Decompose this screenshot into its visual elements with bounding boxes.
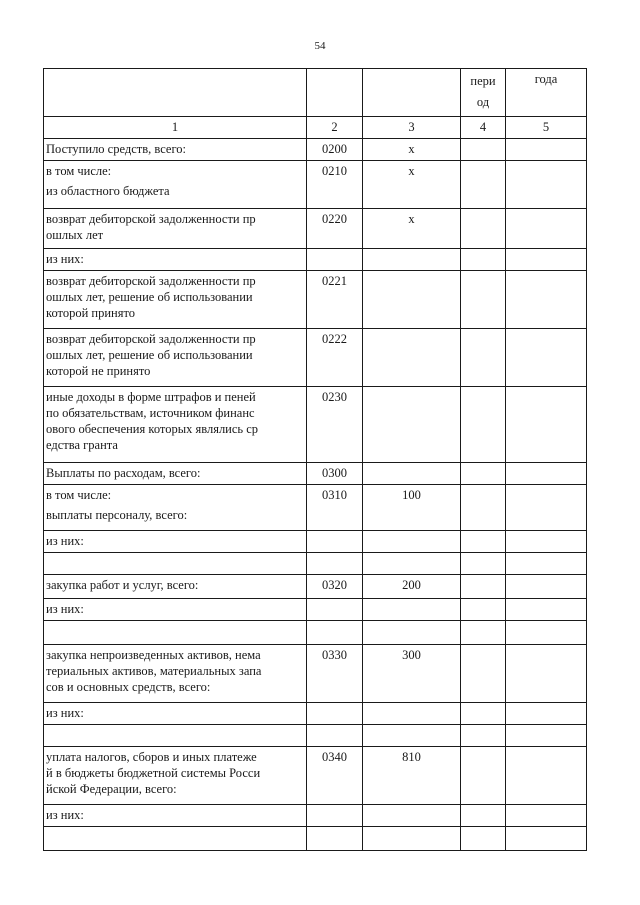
row-year-value: [506, 827, 587, 851]
row-year-value: [506, 249, 587, 271]
header-cell-4: пери од: [461, 69, 506, 117]
row-code: 0310: [307, 485, 363, 531]
row-period-value: [461, 271, 506, 329]
row-name-cell: [44, 387, 307, 463]
row-code: 0320: [307, 575, 363, 599]
row-kbk-code: [363, 249, 461, 271]
row-period-value: [461, 553, 506, 575]
table-row: [44, 209, 587, 249]
row-name: из них:: [46, 808, 84, 822]
row-code: 0330: [307, 645, 363, 703]
row-period-value: [461, 463, 506, 485]
row-year-value: [506, 485, 587, 531]
row-name: возврат дебиторской задолженности пр ошлых лет, решение об использовании которой принято: [46, 274, 256, 320]
table-row: [44, 599, 587, 621]
row-code: 0221: [307, 271, 363, 329]
row-name-cell: [44, 139, 307, 161]
row-code: 0222: [307, 329, 363, 387]
row-name-cell: [44, 249, 307, 271]
row-period-value: [461, 387, 506, 463]
row-code: 0210: [307, 161, 363, 209]
table-row: [44, 575, 587, 599]
row-kbk-code: 100: [363, 485, 461, 531]
row-period-value: [461, 161, 506, 209]
row-year-value: [506, 575, 587, 599]
row-year-value: [506, 599, 587, 621]
column-number-5: 5: [506, 117, 587, 139]
column-number-4: 4: [461, 117, 506, 139]
row-name: в том числе:: [46, 164, 112, 178]
row-kbk-code: [363, 387, 461, 463]
row-year-value: [506, 463, 587, 485]
row-period-value: [461, 485, 506, 531]
row-kbk-code: [363, 725, 461, 747]
row-code: 0300: [307, 463, 363, 485]
header-cell-5: года: [506, 69, 587, 117]
row-name-cell: [44, 599, 307, 621]
table-row: [44, 703, 587, 725]
row-period-value: [461, 827, 506, 851]
row-name-cell: [44, 645, 307, 703]
row-name: из них:: [46, 602, 84, 616]
row-subname: из областного бюджета: [46, 184, 170, 198]
row-name: из них:: [46, 252, 84, 266]
column-number-row: [44, 117, 587, 139]
row-code: 0220: [307, 209, 363, 249]
row-year-value: [506, 271, 587, 329]
report-table: [43, 68, 587, 851]
row-kbk-code: 810: [363, 747, 461, 805]
row-kbk-code: [363, 463, 461, 485]
row-period-value: [461, 531, 506, 553]
row-period-value: [461, 725, 506, 747]
row-period-value: [461, 575, 506, 599]
row-name: из них:: [46, 534, 84, 548]
row-kbk-code: x: [363, 139, 461, 161]
row-year-value: [506, 553, 587, 575]
row-name-cell: [44, 747, 307, 805]
row-name-cell: [44, 485, 307, 531]
table-row: [44, 747, 587, 805]
row-name-cell: [44, 575, 307, 599]
row-kbk-code: [363, 531, 461, 553]
row-kbk-code: x: [363, 161, 461, 209]
row-name-cell: [44, 209, 307, 249]
row-period-value: [461, 209, 506, 249]
row-period-value: [461, 747, 506, 805]
row-name: Поступило средств, всего:: [46, 142, 186, 156]
row-name: закупка работ и услуг, всего:: [46, 578, 199, 592]
header-cell-2: [307, 69, 363, 117]
column-number-2: 2: [307, 117, 363, 139]
row-period-value: [461, 139, 506, 161]
table-row: [44, 139, 587, 161]
row-code: [307, 249, 363, 271]
row-year-value: [506, 725, 587, 747]
column-number-1: 1: [44, 117, 307, 139]
column-number-3: 3: [363, 117, 461, 139]
row-kbk-code: [363, 599, 461, 621]
row-name: уплата налогов, сборов и иных платеже й в бюджеты бюджетной системы Росси йской Федерации, всего:: [46, 750, 261, 796]
row-kbk-code: 200: [363, 575, 461, 599]
row-name-cell: [44, 161, 307, 209]
row-year-value: [506, 621, 587, 645]
row-code: [307, 805, 363, 827]
header-cell-1: [44, 69, 307, 117]
row-kbk-code: x: [363, 209, 461, 249]
table-row: [44, 161, 587, 209]
row-name-cell: [44, 725, 307, 747]
row-name-cell: [44, 271, 307, 329]
row-code: 0200: [307, 139, 363, 161]
row-code: [307, 621, 363, 645]
row-year-value: [506, 747, 587, 805]
row-period-value: [461, 329, 506, 387]
row-name-cell: [44, 805, 307, 827]
table-row: [44, 485, 587, 531]
row-period-value: [461, 621, 506, 645]
table-row: [44, 645, 587, 703]
row-period-value: [461, 703, 506, 725]
table-row: [44, 827, 587, 851]
row-kbk-code: [363, 805, 461, 827]
row-name-cell: [44, 329, 307, 387]
row-code: [307, 827, 363, 851]
table-row: [44, 463, 587, 485]
row-code: [307, 725, 363, 747]
row-kbk-code: [363, 827, 461, 851]
table-row: [44, 725, 587, 747]
row-name: возврат дебиторской задолженности пр ошлых лет, решение об использовании которой не принято: [46, 332, 256, 378]
header-cell-3: [363, 69, 461, 117]
row-year-value: [506, 209, 587, 249]
row-code: [307, 599, 363, 621]
row-name-cell: [44, 553, 307, 575]
row-period-value: [461, 249, 506, 271]
row-year-value: [506, 703, 587, 725]
row-kbk-code: [363, 329, 461, 387]
row-name: возврат дебиторской задолженности пр ошлых лет: [46, 212, 256, 242]
row-name: в том числе:: [46, 488, 112, 502]
row-name-cell: [44, 531, 307, 553]
table-row: [44, 271, 587, 329]
table-row: [44, 249, 587, 271]
row-name-cell: [44, 703, 307, 725]
row-name-cell: [44, 463, 307, 485]
page-number: 54: [314, 40, 326, 52]
row-year-value: [506, 805, 587, 827]
row-kbk-code: 300: [363, 645, 461, 703]
table-row: [44, 387, 587, 463]
row-year-value: [506, 161, 587, 209]
row-name-cell: [44, 621, 307, 645]
table-row: [44, 621, 587, 645]
row-name: иные доходы в форме штрафов и пеней по обязательствам, источником финанс ового обеспечения которых являлись ср едства гранта: [46, 390, 259, 452]
row-kbk-code: [363, 271, 461, 329]
row-code: 0230: [307, 387, 363, 463]
row-code: [307, 703, 363, 725]
table-row: [44, 805, 587, 827]
row-kbk-code: [363, 553, 461, 575]
row-year-value: [506, 387, 587, 463]
row-period-value: [461, 599, 506, 621]
table-row: [44, 553, 587, 575]
row-year-value: [506, 139, 587, 161]
table-row: [44, 531, 587, 553]
row-period-value: [461, 805, 506, 827]
row-name: из них:: [46, 706, 84, 720]
table-row: [44, 329, 587, 387]
row-kbk-code: [363, 621, 461, 645]
row-subname: выплаты персоналу, всего:: [46, 508, 188, 522]
row-name: Выплаты по расходам, всего:: [46, 466, 201, 480]
row-year-value: [506, 531, 587, 553]
row-name: закупка непроизведенных активов, нема териальных активов, материальных запа сов и основных средств, всего:: [46, 648, 262, 694]
row-period-value: [461, 645, 506, 703]
row-year-value: [506, 329, 587, 387]
row-code: [307, 553, 363, 575]
row-name-cell: [44, 827, 307, 851]
header-row: [44, 69, 587, 117]
row-code: 0340: [307, 747, 363, 805]
row-year-value: [506, 645, 587, 703]
row-code: [307, 531, 363, 553]
row-kbk-code: [363, 703, 461, 725]
